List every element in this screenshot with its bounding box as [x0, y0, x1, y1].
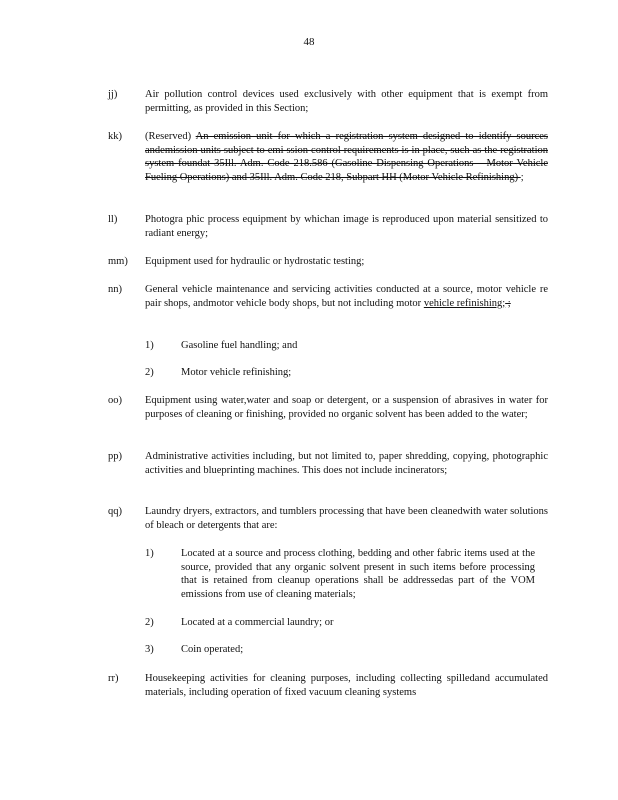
- item-qq: [108, 505, 548, 532]
- subitem-text: Located at a commercial laundry; or: [181, 617, 334, 628]
- item-text-struck: ;: [505, 297, 511, 309]
- item-nn: [108, 283, 548, 310]
- subitem-label: 2): [145, 367, 154, 378]
- item-text-plain: General vehicle maintenance and servicing activities conducted at a source, motor vehicle re pair shops, andmotor vehicle body shops, but not including motor: [145, 284, 548, 309]
- item-mm: [108, 255, 548, 269]
- item-label: ll): [108, 214, 118, 225]
- item-text-end: ;: [520, 171, 524, 183]
- subitem-nn-1: [145, 339, 535, 353]
- item-rr: [108, 672, 548, 699]
- item-oo: [108, 394, 548, 421]
- item-text: Equipment used for hydraulic or hydrostatic testing;: [145, 256, 365, 267]
- item-label: jj): [108, 89, 118, 100]
- item-label: oo): [108, 395, 122, 406]
- item-label: pp): [108, 451, 122, 462]
- item-pp: [108, 450, 548, 477]
- subitem-text: Gasoline fuel handling; and: [181, 340, 298, 351]
- item-text: Laundry dryers, extractors, and tumblers processing that have been cleanedwith water solutions of bleach or detergents that are:: [145, 506, 548, 531]
- item-label: nn): [108, 284, 122, 295]
- subitem-label: 3): [145, 644, 154, 655]
- subitem-qq-1: [145, 547, 535, 601]
- item-jj: [108, 88, 548, 115]
- item-label: kk): [108, 131, 122, 142]
- item-kk: [108, 130, 548, 184]
- subitem-text: Coin operated;: [181, 644, 244, 655]
- item-text: [145, 283, 548, 310]
- subitem-label: 1): [145, 340, 154, 351]
- subitem-text: Located at a source and process clothing, bedding and other fabric items used at the source, provided that any organic solvent present in such items before processing that is retained from cleanup operations shall be addressedas part of the VOM emissions from use of cleaning materials;: [181, 548, 535, 600]
- item-text: Administrative activities including, but not limited to, paper shredding, copying, photographic activities and blueprinting machines. This does not include incinerators;: [145, 451, 548, 476]
- subitem-label: 1): [145, 548, 154, 559]
- item-text: [145, 130, 548, 184]
- subitem-label: 2): [145, 617, 154, 628]
- item-text-plain: (Reserved): [145, 131, 196, 142]
- item-text: Equipment using water,water and soap or detergent, or a suspension of abrasives in water for purposes of cleaning or finishing, provided no organic solvent has been added to the water;: [145, 395, 548, 420]
- page-number: 48: [303, 36, 315, 48]
- subitem-qq-2: [145, 616, 535, 630]
- item-ll: [108, 213, 548, 240]
- item-label: rr): [108, 673, 119, 684]
- subitem-qq-3: [145, 643, 535, 657]
- item-text-struck: An emission unit for which a registration system designed to identify sources andemission units subject to emi ssion control requirements is in place, such as the registration system foundat 35Ill. Adm. Code 218.586 (Gasoline Dispensing Operations – Motor Vehicle Fueling Operations) and 35Ill. Adm. Code 218, Subpart HH (Motor Vehicle Refinishing): [145, 131, 548, 183]
- subitem-nn-2: [145, 366, 535, 380]
- item-text-underlined: vehicle refinishing;: [423, 297, 506, 309]
- item-label: qq): [108, 506, 122, 517]
- subitem-text: Motor vehicle refinishing;: [181, 367, 292, 378]
- item-text: Housekeeping activities for cleaning purposes, including collecting spilledand accumulated materials, including operation of fixed vacuum cleaning systems: [145, 673, 548, 698]
- item-text: Photogra phic process equipment by whichan image is reproduced upon material sensitized to radiant energy;: [145, 214, 548, 239]
- item-text: Air pollution control devices used exclusively with other equipment that is exempt from permitting, as provided in this Section;: [145, 89, 548, 114]
- item-label: mm): [108, 256, 128, 267]
